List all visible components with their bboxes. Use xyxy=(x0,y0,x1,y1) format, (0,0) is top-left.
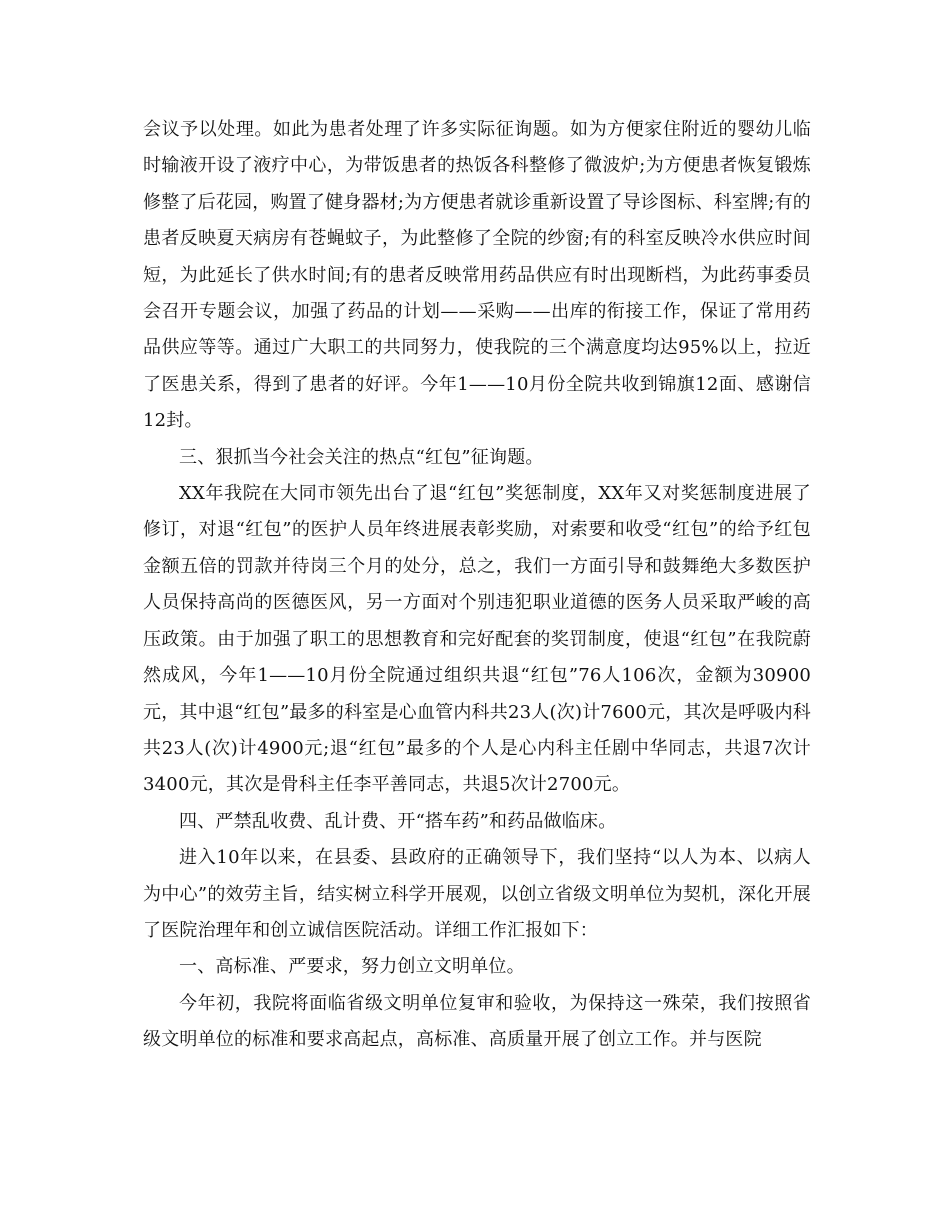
section-heading: 一、高标准、严要求，努力创立文明单位。 xyxy=(179,956,525,978)
paragraph: 会议予以处理。如此为患者处理了许多实际征询题。如为方便家住附近的婴幼儿临时输液开设了液疗中心，为带饭患者的热饭各科整修了微波炉;为方便患者恢复锻炼修整了后花园，购置了健身器材;为方便患者就诊重新设置了导诊图标、科室牌;有的患者反映夏天病房有苍蝇蚊子，为此整修了全院的纱窗;有的科室反映冷水供应时间短，为此延长了供水时间;有的患者反映常用药品供应有时出现断档，为此药事委员会召开专题会议，加强了药品的计划——采购——出库的衔接工作，保证了常用药品供应等等。通过广大职工的共同努力，使我院的三个满意度均达95%以上，拉近了医患关系，得到了患者的好评。今年1——10月份全院共收到锦旗12面、感谢信12封。 xyxy=(143,119,811,432)
paragraph: 进入10年以来，在县委、县政府的正确领导下，我们坚持“以人为本、以病人为中心”的效劳主旨，结实树立科学开展观，以创立省级文明单位为契机，深化开展了医院治理年和创立诚信医院活动。详细工作汇报如下： xyxy=(143,847,811,941)
section-heading: 四、严禁乱收费、乱计费、开“搭车药”和药品做临床。 xyxy=(179,810,617,832)
paragraph: 今年初，我院将面临省级文明单位复审和验收，为保持这一殊荣，我们按照省级文明单位的标准和要求高起点，高标准、高质量开展了创立工作。并与医院 xyxy=(143,992,811,1051)
document-body xyxy=(143,112,811,1059)
section-heading: 三、狠抓当今社会关注的热点“红包”征询题。 xyxy=(179,446,544,468)
paragraph: XX年我院在大同市领先出台了退“红包”奖惩制度，XX年又对奖惩制度进展了修订，对退“红包”的医护人员年终进展表彰奖励，对索要和收受“红包”的给予红包金额五倍的罚款并待岗三个月的处分，总之，我们一方面引导和鼓舞绝大多数医护人员保持高尚的医德医风，另一方面对个别违犯职业道德的医务人员采取严峻的高压政策。由于加强了职工的思想教育和完好配套的奖罚制度，使退“红包”在我院蔚然成风，今年1——10月份全院通过组织共退“红包”76人106次，金额为30900元，其中退“红包”最多的科室是心血管内科共23人(次)计7600元，其次是呼吸内科共23人(次)计4900元;退“红包”最多的个人是心内科主任剧中华同志，共退7次计3400元，其次是骨科主任李平善同志，共退5次计2700元。 xyxy=(143,483,811,796)
